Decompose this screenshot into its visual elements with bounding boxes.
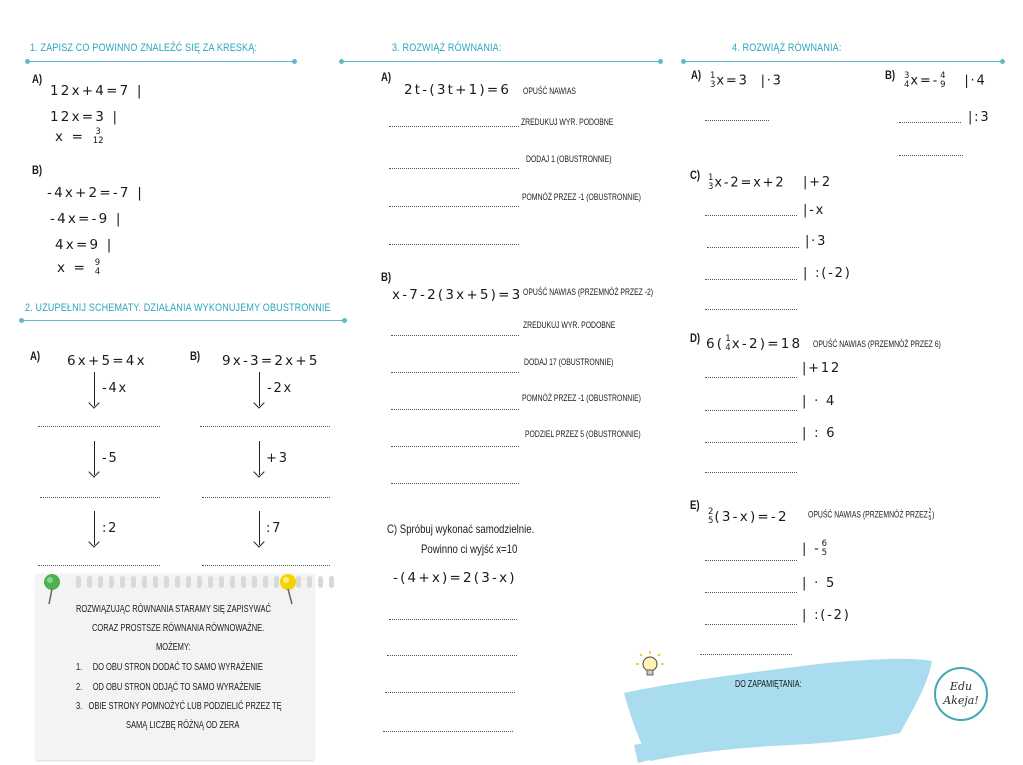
section-2-divider [22,320,344,321]
s2-a-op-3: :2 [102,521,119,536]
s4-a-blank-1[interactable] [705,120,769,121]
yellow-pushpin-icon [276,572,300,606]
s2-b-blank-3[interactable] [202,565,330,566]
s3-b-blank-1[interactable] [391,335,519,336]
s2-b-op-1: -2x [267,381,294,396]
s2-a-op-2: -5 [102,451,119,466]
s2-b-arrow-3 [259,511,260,545]
s1-a-line2: 12x=3 | [50,109,120,125]
s4-d-op-3: | : 6 [802,426,837,441]
s3-a-label: A) [381,70,392,84]
s2-b-equation: 9x-3=2x+5 [222,353,320,369]
remember-label: DO ZAPAMIĘTANIA: [735,679,802,690]
s4-e-op-1: | - 6 5 [802,539,828,558]
s2-a-label: A) [30,349,41,363]
s4-e-hint: OPUŚĆ NAWIAS (PRZEMNÓŻ PRZEZ 2 5 ) [808,508,935,522]
s3-c-blank-3[interactable] [385,692,515,693]
section-1-title: 1. ZAPISZ CO POWINNO ZNALEŹĆ SIĘ ZA KRESKĄ: [30,42,258,54]
s3-c-blank-1[interactable] [389,619,517,620]
s3-a-hint-4: POMNÓŻ PRZEZ -1 (OBUSTRONNIE) [522,192,641,203]
s3-b-hint-3: DODAJ 17 (OBUSTRONNIE) [524,357,614,368]
s3-a-blank-3[interactable] [389,206,519,207]
section-2-title: 2. UZUPEŁNIJ SCHEMATY. DZIAŁANIA WYKONUJEMY OBUSTRONNIE [25,302,331,314]
s3-c-line-1: C) Spróbuj wykonać samodzielnie. [387,522,535,536]
s4-b-blank-1[interactable] [899,122,961,123]
logo-line-1: Edu [949,680,973,693]
s1-b-line3: 4x=9 | [55,237,114,253]
s4-c-blank-4[interactable] [705,309,797,310]
note-line-1: ROZWIĄZUJĄC RÓWNANIA STARAMY SIĘ ZAPISYWAĆ [76,604,271,615]
s2-a-blank-1[interactable] [38,426,160,427]
s1-a-line1: 12x+4=7 | [50,83,144,99]
note-item-2: 2. OD OBU STRON ODJĄĆ TO SAMO WYRAŻENIE [76,682,262,693]
s3-c-equation: -(4+x)=2(3-x) [393,570,517,586]
s1-b-label: B) [32,163,43,177]
s4-e-op-2: | · 5 [802,576,837,591]
s3-b-equation: x-7-2(3x+5)=3 [392,287,523,303]
note-line-4: SAMĄ LICZBĘ RÓŻNĄ OD ZERA [126,720,240,731]
s4-d-hint: OPUŚĆ NAWIAS (PRZEMNÓŻ PRZEZ 6) [813,339,941,350]
section-3-title: 3. ROZWIĄŻ RÓWNANIA: [392,42,502,54]
section-4-divider [684,61,1002,62]
section-1-divider [28,61,294,62]
s4-a-equation: 1 3 x=3 |·3 [710,71,783,90]
s4-d-blank-1[interactable] [705,377,797,378]
s4-c-blank-2[interactable] [707,247,799,248]
note-line-3: MOŻEMY: [156,642,191,653]
s2-a-arrow-1 [94,372,95,406]
s4-d-equation: 6( 1 4 x-2)=18 [706,334,803,353]
s3-a-hint-1: OPUŚĆ NAWIAS [523,86,576,97]
s2-b-op-2: +3 [266,451,289,466]
s2-b-blank-2[interactable] [202,497,330,498]
s2-a-blank-3[interactable] [38,565,160,566]
s4-e-blank-1[interactable] [705,560,797,561]
s2-b-blank-1[interactable] [200,426,330,427]
note-card [36,574,314,760]
s4-b-label: B) [885,68,896,82]
s2-a-arrow-3 [94,511,95,545]
s4-c-equation: 1 3 x-2=x+2 [708,173,786,192]
note-item-1: 1. DO OBU STRON DODAĆ TO SAMO WYRAŻENIE [76,662,263,673]
s4-c-op-4: | :(-2) [803,266,852,281]
s4-e-op-3: | :(-2) [802,608,851,623]
s3-a-hint-2: ZREDUKUJ WYR. PODOBNE [521,117,614,128]
s4-e-blank-3[interactable] [705,624,797,625]
s1-b-line1: -4x+2=-7 | [47,185,144,201]
s1-b-line2: -4x=-9 | [50,211,123,227]
s2-b-arrow-1 [259,372,260,406]
s4-a-label: A) [691,68,702,82]
s4-e-blank-2[interactable] [705,592,797,593]
s3-a-blank-1[interactable] [389,126,519,127]
s2-a-blank-2[interactable] [40,497,160,498]
s2-b-label: B) [190,349,201,363]
s1-b-line4: x = 9 4 [57,258,101,277]
s4-d-op-1: |+12 [802,361,842,376]
s3-a-blank-4[interactable] [389,244,519,245]
s4-d-label: D) [690,331,701,345]
s4-c-blank-1[interactable] [705,215,797,216]
s3-b-hint-2: ZREDUKUJ WYR. PODOBNE [523,320,616,331]
s4-e-equation: 2 5 (3-x)=-2 [708,507,789,526]
note-line-2: CORAZ PROSTSZE RÓWNANIA RÓWNOWAŻNE. [92,623,265,634]
s1-a-line3: x = 3 12 [55,127,104,146]
s4-d-blank-2[interactable] [705,410,797,411]
s3-b-hint-5: PODZIEL PRZEZ 5 (OBUSTRONNIE) [525,429,641,440]
s2-b-arrow-2 [259,441,260,475]
lightbulb-icon [633,648,667,682]
s4-b-op-2: |:3 [968,110,991,125]
s4-e-label: E) [690,498,700,512]
s3-a-hint-3: DODAJ 1 (OBUSTRONNIE) [526,154,612,165]
note-item-3: 3. OBIE STRONY POMNOŻYĆ LUB PODZIELIĆ PRZEZ TĘ [76,701,282,712]
s3-b-blank-5[interactable] [391,483,519,484]
s4-d-op-2: | · 4 [802,394,837,409]
s3-b-blank-2[interactable] [391,372,519,373]
section-3-divider [342,61,660,62]
s3-c-blank-2[interactable] [387,655,517,656]
s3-b-blank-4[interactable] [391,446,519,447]
s3-b-hint-4: POMNÓŻ PRZEZ -1 (OBUSTRONNIE) [522,393,641,404]
s4-c-blank-3[interactable] [705,279,797,280]
s3-b-hint-1: OPUŚĆ NAWIAS (PRZEMNÓŻ PRZEZ -2) [523,287,654,298]
s2-a-equation: 6x+5=4x [67,353,147,369]
logo-line-2: Akeja! [943,694,979,707]
s3-b-label: B) [381,270,392,284]
s4-d-blank-4[interactable] [705,472,797,473]
s3-a-equation: 2t-(3t+1)=6 [404,82,512,98]
s2-a-arrow-2 [94,441,95,475]
s3-c-line-2: Powinno ci wyjść x=10 [421,542,518,556]
s4-c-op-3: |·3 [805,234,828,249]
s2-a-op-1: -4x [102,381,129,396]
s3-a-blank-2[interactable] [389,168,519,169]
s4-d-blank-3[interactable] [705,442,797,443]
s4-c-label: C) [690,168,701,182]
s4-b-blank-2[interactable] [899,155,963,156]
eduakeja-logo [934,667,988,721]
section-4-title: 4. ROZWIĄŻ RÓWNANIA: [732,42,842,54]
s4-b-equation: 3 4 x=- 4 9 |·4 [904,71,987,90]
s2-b-op-3: :7 [266,521,283,536]
s3-b-blank-3[interactable] [391,409,519,410]
s4-c-op-1: |+2 [803,175,832,190]
s4-c-op-2: |-x [803,203,826,218]
s3-c-blank-4[interactable] [383,731,513,732]
s1-a-label: A) [32,72,43,86]
green-pushpin-icon [40,572,64,606]
